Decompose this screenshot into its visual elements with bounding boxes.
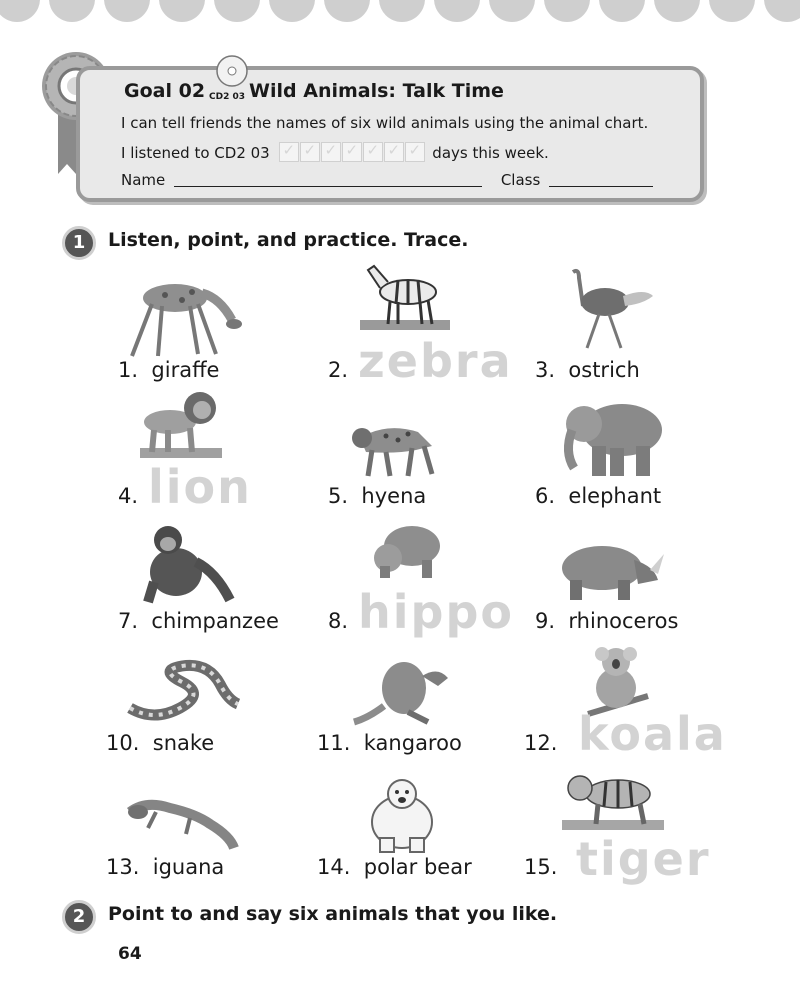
- animal-label-12: [524, 731, 557, 755]
- section-2-instruction: Point to and say six animals that you like.: [108, 903, 558, 925]
- scallop-shape: [0, 0, 40, 22]
- animal-name: snake: [152, 731, 215, 755]
- animal-number: 6.: [535, 484, 556, 508]
- animal-number: 2.: [328, 358, 349, 382]
- animal-number: 13.: [106, 855, 140, 879]
- animal-number: 10.: [106, 731, 140, 755]
- day-checkbox[interactable]: [342, 142, 362, 162]
- scallop-shape: [654, 0, 700, 22]
- name-class-row: [121, 171, 653, 189]
- listened-row: [121, 142, 549, 162]
- top-scallop-border: [0, 0, 800, 30]
- scallop-shape: [764, 0, 800, 22]
- section-2-number: 2: [62, 900, 96, 934]
- day-checkbox[interactable]: [321, 142, 341, 162]
- scallop-shape: [434, 0, 480, 22]
- scallop-shape: [269, 0, 315, 22]
- animal-name: giraffe: [151, 358, 220, 382]
- animal-label-11: [317, 731, 462, 755]
- trace-word-zebra[interactable]: zebra: [358, 334, 513, 388]
- animal-label-5: [328, 484, 426, 508]
- animal-name: polar bear: [363, 855, 472, 879]
- day-checkboxes: [279, 144, 431, 162]
- goal-title: [124, 80, 504, 102]
- hippo-image: [372, 522, 442, 580]
- goal-label: Goal 02: [124, 80, 206, 102]
- animal-name: ostrich: [568, 358, 640, 382]
- page-number: 64: [118, 944, 142, 964]
- animal-name: iguana: [152, 855, 225, 879]
- animal-number: 1.: [118, 358, 139, 382]
- scallop-shape: [709, 0, 755, 22]
- animal-label-3: [535, 358, 640, 382]
- section-1-instruction: Listen, point, and practice. Trace.: [108, 229, 469, 251]
- trace-word-hippo[interactable]: hippo: [358, 585, 514, 639]
- class-label: Class: [500, 171, 541, 189]
- name-field[interactable]: [174, 172, 482, 187]
- scallop-shape: [379, 0, 425, 22]
- animal-number: 9.: [535, 609, 556, 633]
- animal-number: 14.: [317, 855, 351, 879]
- polar-bear-image: [358, 776, 444, 854]
- listened-suffix: days this week.: [432, 144, 549, 162]
- animal-label-13: [106, 855, 224, 879]
- animal-label-4: [118, 484, 138, 508]
- goal-statement: I can tell friends the names of six wild animals using the animal chart.: [121, 114, 649, 132]
- animal-number: 5.: [328, 484, 349, 508]
- trace-word-koala[interactable]: koala: [578, 707, 727, 761]
- animal-label-15: [524, 855, 557, 879]
- animal-name: hyena: [361, 484, 427, 508]
- chimpanzee-image: [140, 522, 236, 606]
- day-checkbox[interactable]: [300, 142, 320, 162]
- day-checkbox[interactable]: [279, 142, 299, 162]
- animal-number: 7.: [118, 609, 139, 633]
- animal-label-7: [118, 609, 279, 633]
- iguana-image: [126, 794, 240, 850]
- name-label: Name: [121, 171, 166, 189]
- rhinoceros-image: [554, 540, 666, 602]
- snake-image: [124, 660, 242, 722]
- scallop-shape: [104, 0, 150, 22]
- day-checkbox[interactable]: [384, 142, 404, 162]
- class-field[interactable]: [549, 172, 653, 187]
- trace-word-tiger[interactable]: tiger: [576, 832, 711, 886]
- animal-label-8: [328, 609, 348, 633]
- scallop-shape: [214, 0, 260, 22]
- day-checkbox[interactable]: [405, 142, 425, 162]
- giraffe-image: [120, 268, 250, 358]
- tiger-image: [562, 764, 664, 832]
- trace-word-lion[interactable]: lion: [148, 460, 252, 514]
- lion-image: [140, 384, 222, 460]
- goal-heading: Wild Animals: Talk Time: [249, 80, 504, 102]
- animal-number: 11.: [317, 731, 351, 755]
- animal-number: 8.: [328, 609, 349, 633]
- animal-number: 4.: [118, 484, 139, 508]
- scallop-shape: [159, 0, 205, 22]
- animal-label-2: [328, 358, 348, 382]
- scallop-shape: [489, 0, 535, 22]
- animal-name: elephant: [568, 484, 662, 508]
- kangaroo-image: [352, 656, 458, 726]
- animal-label-9: [535, 609, 678, 633]
- ostrich-image: [565, 266, 660, 352]
- cd-label: CD2 03: [209, 92, 246, 102]
- scallop-shape: [49, 0, 95, 22]
- animal-label-1: [118, 358, 219, 382]
- animal-name: chimpanzee: [151, 609, 279, 633]
- animal-number: 15.: [524, 855, 558, 879]
- hyena-image: [346, 414, 444, 480]
- zebra-image: [360, 262, 450, 334]
- scallop-shape: [599, 0, 645, 22]
- animal-name: kangaroo: [363, 731, 462, 755]
- animal-label-10: [106, 731, 214, 755]
- listened-prefix: I listened to CD2 03: [121, 144, 270, 162]
- day-checkbox[interactable]: [363, 142, 383, 162]
- elephant-image: [556, 396, 668, 478]
- scallop-shape: [324, 0, 370, 22]
- scallop-shape: [544, 0, 590, 22]
- animal-label-14: [317, 855, 472, 879]
- animal-name: rhinoceros: [568, 609, 679, 633]
- animal-number: 3.: [535, 358, 556, 382]
- section-1-number: 1: [62, 226, 96, 260]
- animal-number: 12.: [524, 731, 558, 755]
- animal-label-6: [535, 484, 661, 508]
